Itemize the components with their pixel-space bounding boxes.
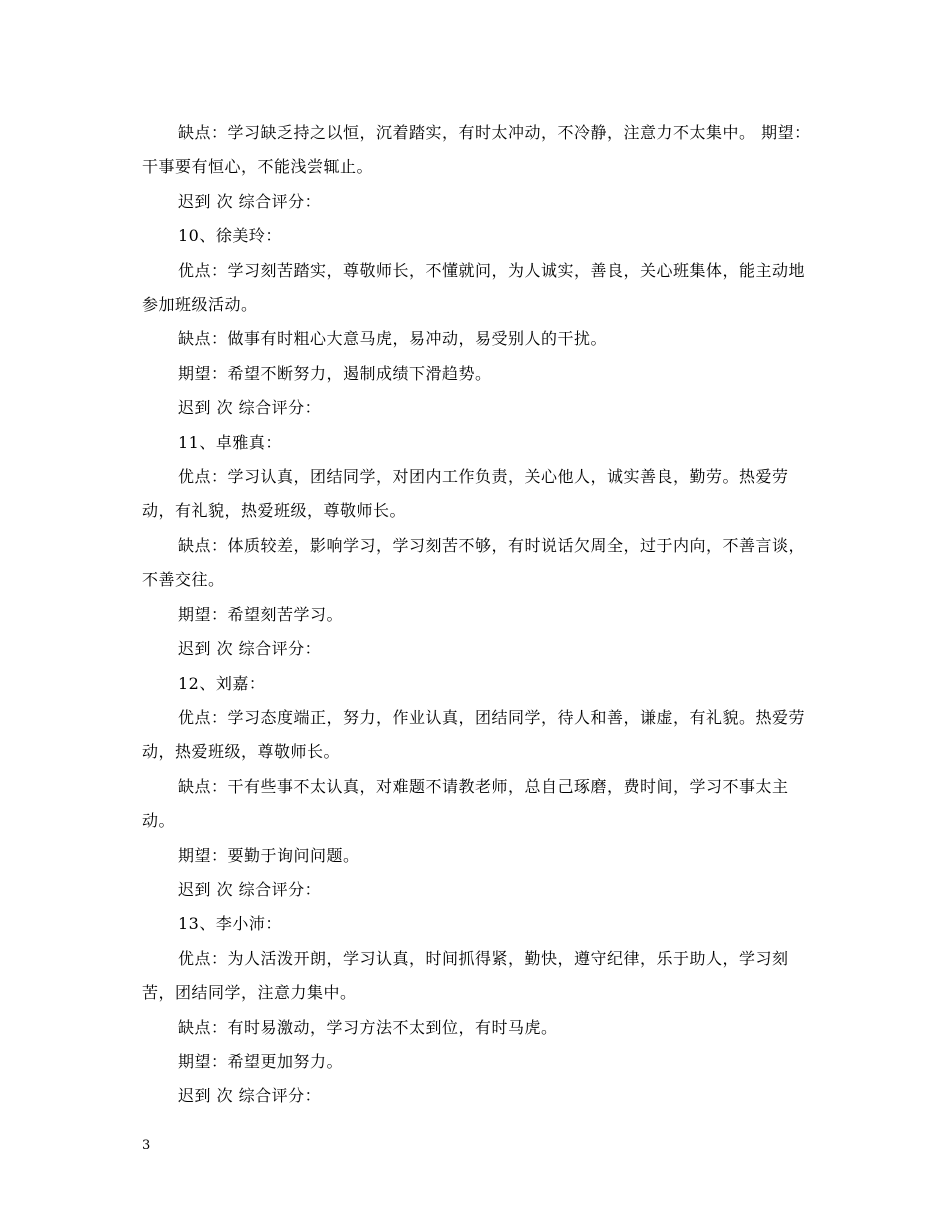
- paragraph-17: 迟到 次 综合评分：: [178, 879, 322, 899]
- paragraph-2: 迟到 次 综合评分：: [178, 191, 322, 211]
- paragraph-5: 缺点：做事有时粗心大意马虎，易冲动，易受别人的干扰。: [178, 329, 608, 349]
- paragraph-19: 优点：为人活泼开朗，学习认真，时间抓得紧，勤快，遵守纪律，乐于助人，学习刻苦，团结同学，注意力集中。: [142, 948, 789, 1003]
- paragraph-3: 10、徐美玲：: [178, 226, 282, 246]
- paragraph-12: 迟到 次 综合评分：: [178, 639, 322, 659]
- paragraph-6: 期望：希望不断努力，遏制成绩下滑趋势。: [178, 363, 492, 383]
- paragraph-13: 12、刘嘉：: [178, 673, 266, 693]
- paragraph-7: 迟到 次 综合评分：: [178, 398, 322, 418]
- paragraph-18: 13、李小沛：: [178, 914, 282, 934]
- paragraph-9: 优点：学习认真，团结同学，对团内工作负责，关心他人，诚实善良，勤劳。热爱劳动，有礼貌，热爱班级，尊敬师长。: [142, 467, 789, 521]
- paragraph-10: 缺点：体质较差，影响学习，学习刻苦不够，有时说话欠周全，过于内向，不善言谈，不善交往。: [142, 535, 806, 590]
- document-body: [142, 116, 812, 1114]
- paragraph-20: 缺点：有时易激动，学习方法不太到位，有时马虎。: [178, 1017, 558, 1037]
- paragraph-14: 优点：学习态度端正，努力，作业认真，团结同学，待人和善，谦虚，有礼貌。热爱劳动，热爱班级，尊敬师长。: [142, 707, 806, 762]
- paragraph-15: 缺点：干有些事不太认真，对难题不请教老师，总自己琢磨，费时间，学习不事太主动。: [142, 776, 789, 831]
- paragraph-22: 迟到 次 综合评分：: [178, 1086, 322, 1106]
- paragraph-1: 缺点：学习缺乏持之以恒，沉着踏实，有时太冲动，不冷静，注意力不太集中。 期望：干事要有恒心，不能浅尝辄止。: [142, 123, 811, 177]
- paragraph-16: 期望：要勤于询问问题。: [178, 845, 360, 865]
- paragraph-11: 期望：希望刻苦学习。: [178, 604, 344, 624]
- page-number: 3: [142, 1138, 151, 1153]
- paragraph-4: 优点：学习刻苦踏实，尊敬师长，不懂就问，为人诚实，善良，关心班集体，能主动地参加班级活动。: [142, 260, 806, 315]
- paragraph-21: 期望：希望更加努力。: [178, 1051, 344, 1071]
- paragraph-8: 11、卓雅真：: [178, 432, 282, 452]
